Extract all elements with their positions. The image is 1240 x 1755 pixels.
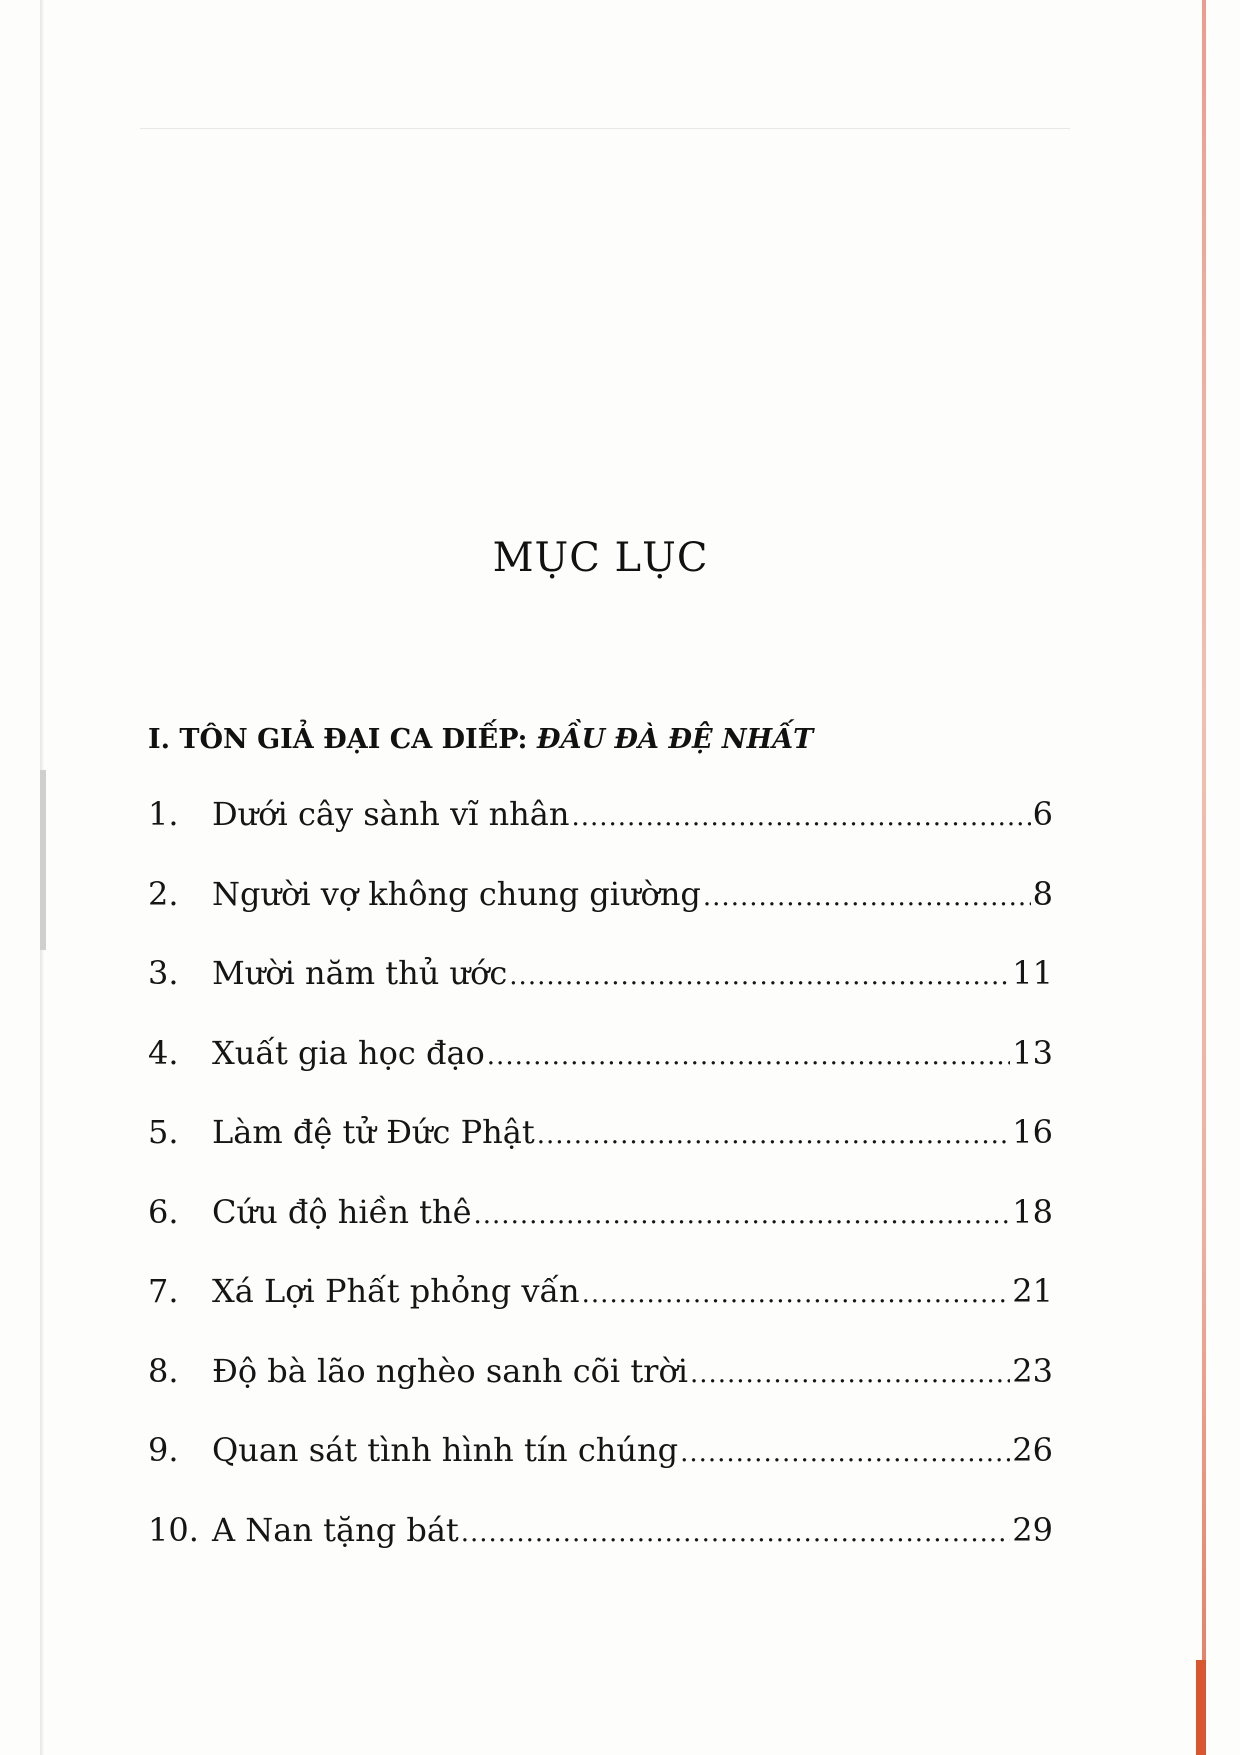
dot-leader (703, 882, 1031, 912)
toc-entry[interactable] (148, 1352, 1053, 1432)
entry-title: Quan sát tình hình tín chúng (212, 1431, 679, 1469)
entry-page-number: 21 (1012, 1272, 1053, 1310)
entry-number: 7. (148, 1272, 179, 1310)
entry-page-number: 29 (1012, 1510, 1053, 1549)
dot-leader (509, 961, 1010, 991)
dot-leader (537, 1120, 1011, 1150)
book-cover-edge (1196, 1660, 1206, 1755)
entry-title: Độ bà lão nghèo sanh cõi trời (212, 1351, 688, 1390)
section-subtitle: ĐẦU ĐÀ ĐỆ NHẤT (536, 724, 814, 755)
dot-leader (680, 1438, 1010, 1468)
dot-leader (487, 1041, 1010, 1071)
section-label: I. TÔN GIẢ ĐẠI CA DIẾP: (148, 724, 537, 755)
dot-leader (571, 802, 1030, 832)
toc-entry[interactable] (148, 1113, 1053, 1193)
entry-page-number: 26 (1012, 1431, 1053, 1469)
entry-number: 10. (148, 1510, 199, 1549)
entry-page-number: 23 (1012, 1351, 1053, 1390)
toc-entry[interactable] (148, 795, 1053, 875)
entry-number: 9. (148, 1431, 179, 1469)
dot-leader (461, 1518, 1011, 1548)
entry-number: 3. (148, 954, 179, 992)
entry-number: 1. (148, 795, 179, 833)
entry-number: 4. (148, 1033, 179, 1072)
entry-title: Người vợ không chung giường (212, 874, 701, 913)
dot-leader (690, 1359, 1010, 1389)
entry-number: 2. (148, 874, 179, 913)
toc-entry[interactable] (148, 1511, 1053, 1591)
entry-page-number: 8 (1032, 874, 1053, 913)
dot-leader (474, 1200, 1011, 1230)
toc-entry[interactable] (148, 1272, 1053, 1352)
entry-page-number: 13 (1012, 1033, 1053, 1072)
page-binding-mark (40, 770, 46, 950)
toc-entry[interactable] (148, 1431, 1053, 1511)
entry-number: 8. (148, 1351, 179, 1390)
show-through-previous-page (140, 95, 1070, 554)
toc-entry[interactable] (148, 1193, 1053, 1273)
entry-title: A Nan tặng bát (212, 1510, 459, 1549)
entry-page-number: 6 (1032, 795, 1053, 833)
entry-title: Dưới cây sành vĩ nhân (212, 795, 570, 833)
entry-title: Mười năm thủ ước (212, 954, 508, 992)
entry-title: Xuất gia học đạo (212, 1033, 485, 1072)
toc-list (148, 795, 1053, 1590)
section-heading (148, 724, 813, 755)
entry-number: 5. (148, 1113, 179, 1151)
entry-title: Làm đệ tử Đức Phật (212, 1113, 535, 1151)
entry-page-number: 16 (1012, 1113, 1053, 1151)
entry-number: 6. (148, 1192, 179, 1231)
page-title: MỤC LỤC (492, 535, 709, 581)
entry-page-number: 18 (1012, 1192, 1053, 1231)
entry-title: Xá Lợi Phất phỏng vấn (212, 1272, 580, 1310)
show-through-header (140, 95, 1070, 129)
toc-entry[interactable] (148, 1034, 1053, 1114)
entry-page-number: 11 (1012, 954, 1053, 992)
toc-entry[interactable] (148, 954, 1053, 1034)
entry-title: Cứu độ hiền thê (212, 1192, 472, 1231)
toc-entry[interactable] (148, 875, 1053, 955)
dot-leader (582, 1279, 1011, 1309)
book-edge (1202, 0, 1206, 1755)
